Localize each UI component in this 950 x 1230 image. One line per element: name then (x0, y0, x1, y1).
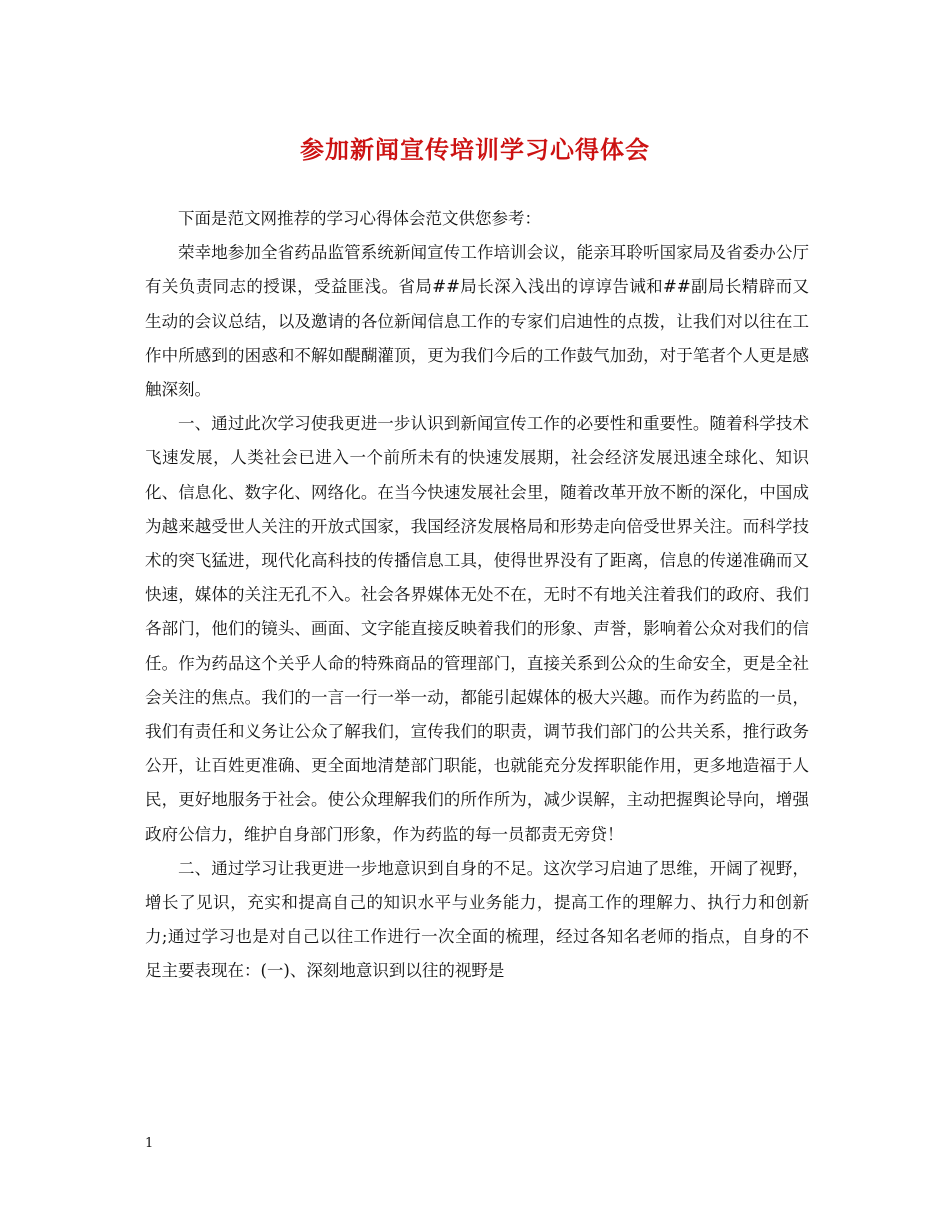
paragraph-section-two: 二、通过学习让我更进一步地意识到自身的不足。这次学习启迪了思维，开阔了视野，增长了见识，充实和提高自己的知识水平与业务能力，提高工作的理解力、执行力和创新力;通过学习也是对自己以往工作进行一次全面的梳理，经过各知名老师的指点，自身的不足主要表现在：(一)、深刻地意识到以往的视野是 (145, 858, 809, 981)
paragraph-section-one: 一、通过此次学习使我更进一步认识到新闻宣传工作的必要性和重要性。随着科学技术飞速发展，人类社会已进入一个前所未有的快速发展期，社会经济发展迅速全球化、知识化、信息化、数字化、网络化。在当今快速发展社会里，随着改革开放不断的深化，中国成为越来越受世人关注的开放式国家，我国经济发展格局和形势走向倍受世界关注。而科学技术的突飞猛进，现代化高科技的传播信息工具，使得世界没有了距离，信息的传递准确而又快速，媒体的关注无孔不入。社会各界媒体无处不在，无时不有地关注着我们的政府、我们各部门，他们的镜头、画面、文字能直接反映着我们的形象、声誉，影响着公众对我们的信任。作为药品这个关乎人命的特殊商品的管理部门，直接关系到公众的生命安全，更是全社会关注的焦点。我们的一言一行一举一动，都能引起媒体的极大兴趣。而作为药监的一员，我们有责任和义务让公众了解我们，宣传我们的职责，调节我们部门的公共关系，推行政务公开，让百姓更准确、更全面地清楚部门职能，也就能充分发挥职能作用，更多地造福于人民，更好地服务于社会。使公众理解我们的所作所为，减少误解，主动把握舆论导向，增强政府公信力，维护自身部门形象，作为药监的每一员都责无旁贷！ (145, 414, 809, 844)
document-title: 参加新闻宣传培训学习心得体会 (300, 135, 650, 164)
paragraph-opening: 荣幸地参加全省药品监管系统新闻宣传工作培训会议，能亲耳聆听国家局及省委办公厅有关负责同志的授课，受益匪浅。省局##局长深入浅出的谆谆告诫和##副局长精辟而又生动的会议总结，以及邀请的各位新闻信息工作的专家们启迪性的点拨，让我们对以往在工作中所感到的困惑和不解如醍醐灌顶，更为我们今后的工作鼓气加劲，对于笔者个人更是感触深刻。 (145, 243, 809, 400)
paragraph-intro: 下面是范文网推荐的学习心得体会范文供您参考： (178, 209, 541, 228)
document-body (145, 202, 809, 989)
page-number: 1 (145, 1136, 154, 1151)
